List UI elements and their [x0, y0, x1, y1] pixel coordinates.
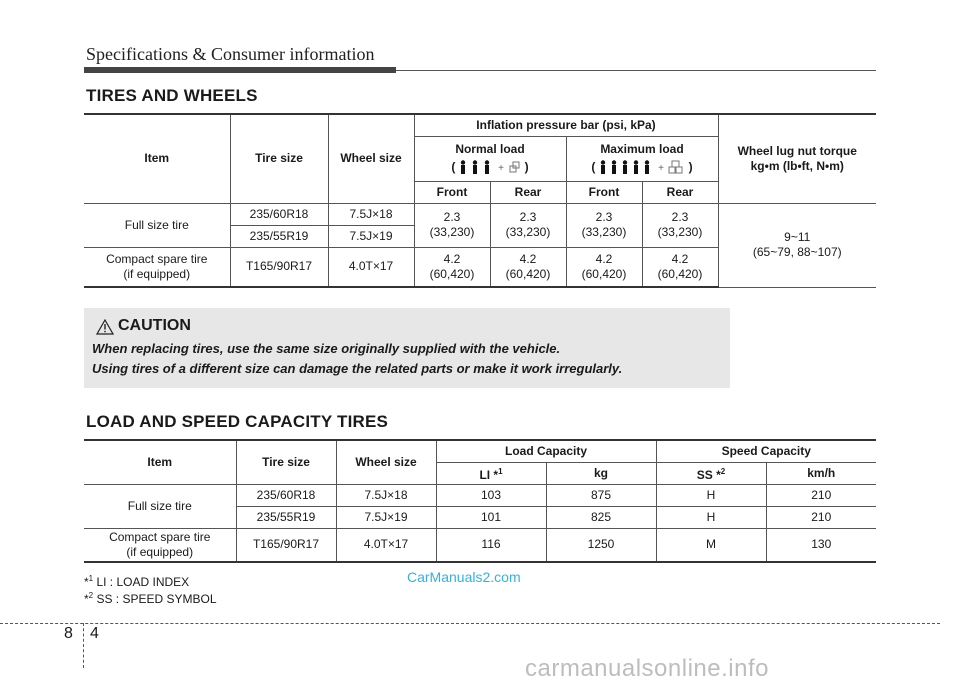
col-wheel-size: Wheel size — [328, 114, 414, 203]
normal-load-label: Normal load — [455, 141, 525, 156]
kmh-cell: 210 — [766, 484, 876, 506]
footnote-text: SS : SPEED SYMBOL — [93, 592, 217, 606]
maximum-load-label: Maximum load — [600, 141, 684, 156]
col-kmh: km/h — [766, 462, 876, 484]
page-number-divider — [83, 623, 84, 668]
passenger-icon — [599, 160, 655, 174]
wheel-size-cell: 7.5J×18 — [328, 203, 414, 225]
pressure-cell: 2.3 (33,230) — [414, 203, 490, 247]
ss-cell: M — [656, 528, 766, 562]
pressure-cell: 2.3 (33,230) — [490, 203, 566, 247]
luggage-icon — [507, 161, 521, 173]
header-title: Specifications & Consumer information — [86, 44, 375, 64]
bottom-watermark: carmanualsonline.info — [525, 655, 769, 682]
caution-box — [84, 308, 730, 388]
pressure-cell: 4.2 (60,420) — [566, 247, 642, 287]
full-size-label: Full size tire — [84, 203, 230, 247]
passenger-icon — [459, 160, 495, 174]
compact-label: Compact spare tire (if equipped) — [84, 528, 236, 562]
caution-line: Using tires of a different size can damage the related parts or make it work irregularly. — [92, 361, 623, 376]
col-kg: kg — [546, 462, 656, 484]
tire-size-cell: 235/60R18 — [230, 203, 328, 225]
wheel-size-cell: 7.5J×18 — [336, 484, 436, 506]
plus-sign: + — [658, 162, 664, 174]
paren-open: ( — [591, 159, 596, 174]
pressure-cell: 2.3 (33,230) — [642, 203, 718, 247]
col-speed-capacity: Speed Capacity — [656, 440, 876, 462]
kmh-cell: 130 — [766, 528, 876, 562]
tires-table — [84, 113, 876, 288]
ss-cell: H — [656, 484, 766, 506]
col-load-capacity: Load Capacity — [436, 440, 656, 462]
paren-open: ( — [451, 159, 456, 174]
plus-sign: + — [498, 162, 504, 174]
li-cell: 103 — [436, 484, 546, 506]
load-heading: LOAD AND SPEED CAPACITY TIRES — [86, 412, 389, 431]
col-ss — [656, 462, 766, 484]
pressure-cell: 2.3 (33,230) — [566, 203, 642, 247]
col-li-sup: 1 — [498, 466, 503, 476]
caution-title: CAUTION — [118, 317, 191, 334]
footnote-sup: 1 — [88, 574, 94, 583]
page-divider — [0, 623, 940, 624]
pressure-cell: 4.2 (60,420) — [490, 247, 566, 287]
tire-size-cell: T165/90R17 — [230, 247, 328, 287]
header-bar — [84, 67, 396, 73]
wheel-size-cell: 4.0T×17 — [336, 528, 436, 562]
header-rule — [396, 70, 876, 71]
col-tire-size: Tire size — [230, 114, 328, 203]
col-torque-label: Wheel lug nut torque kg•m (lb•ft, N•m) — [737, 143, 857, 173]
footnote-ss — [84, 591, 217, 606]
col-wheel-size: Wheel size — [336, 440, 436, 484]
col-ss-sup: 2 — [720, 466, 726, 476]
paren-close: ) — [524, 159, 529, 174]
col-item: Item — [84, 440, 236, 484]
col-li-label: LI * — [479, 467, 499, 482]
col-maximum-load — [566, 136, 718, 181]
col-rear: Rear — [490, 181, 566, 203]
tire-size-cell: 235/55R19 — [236, 506, 336, 528]
ss-cell: H — [656, 506, 766, 528]
wheel-size-cell: 4.0T×17 — [328, 247, 414, 287]
page-number: 4 — [90, 625, 99, 642]
col-torque — [718, 114, 876, 203]
compact-label: Compact spare tire (if equipped) — [84, 247, 230, 287]
full-size-label: Full size tire — [84, 484, 236, 528]
luggage-icon — [667, 160, 685, 174]
caution-line: When replacing tires, use the same size originally supplied with the vehicle. — [92, 341, 561, 356]
col-front: Front — [414, 181, 490, 203]
col-inflation: Inflation pressure bar (psi, kPa) — [414, 114, 718, 136]
watermark-link[interactable]: CarManuals2.com — [407, 569, 521, 585]
kg-cell: 825 — [546, 506, 656, 528]
tires-heading: TIRES AND WHEELS — [86, 86, 258, 105]
pressure-cell: 4.2 (60,420) — [642, 247, 718, 287]
col-tire-size: Tire size — [236, 440, 336, 484]
col-item: Item — [84, 114, 230, 203]
paren-close: ) — [688, 159, 693, 174]
col-front: Front — [566, 181, 642, 203]
tire-size-cell: T165/90R17 — [236, 528, 336, 562]
col-normal-load — [414, 136, 566, 181]
chapter-number: 8 — [64, 625, 73, 642]
tire-size-cell: 235/60R18 — [236, 484, 336, 506]
footnote-text: LI : LOAD INDEX — [93, 575, 190, 589]
footnote-li — [84, 574, 189, 589]
kg-cell: 875 — [546, 484, 656, 506]
warning-icon — [96, 319, 114, 335]
wheel-size-cell: 7.5J×19 — [336, 506, 436, 528]
kmh-cell: 210 — [766, 506, 876, 528]
footnote-mark: * — [84, 592, 89, 606]
col-rear: Rear — [642, 181, 718, 203]
col-ss-label: SS * — [696, 467, 721, 482]
pressure-cell: 4.2 (60,420) — [414, 247, 490, 287]
footnote-mark: * — [84, 575, 89, 589]
load-table — [84, 439, 876, 563]
col-li — [436, 462, 546, 484]
wheel-size-cell: 7.5J×19 — [328, 225, 414, 247]
torque-value: 9~11 (65~79, 88~107) — [718, 203, 876, 287]
kg-cell: 1250 — [546, 528, 656, 562]
tire-size-cell: 235/55R19 — [230, 225, 328, 247]
li-cell: 116 — [436, 528, 546, 562]
li-cell: 101 — [436, 506, 546, 528]
footnote-sup: 2 — [88, 591, 94, 600]
